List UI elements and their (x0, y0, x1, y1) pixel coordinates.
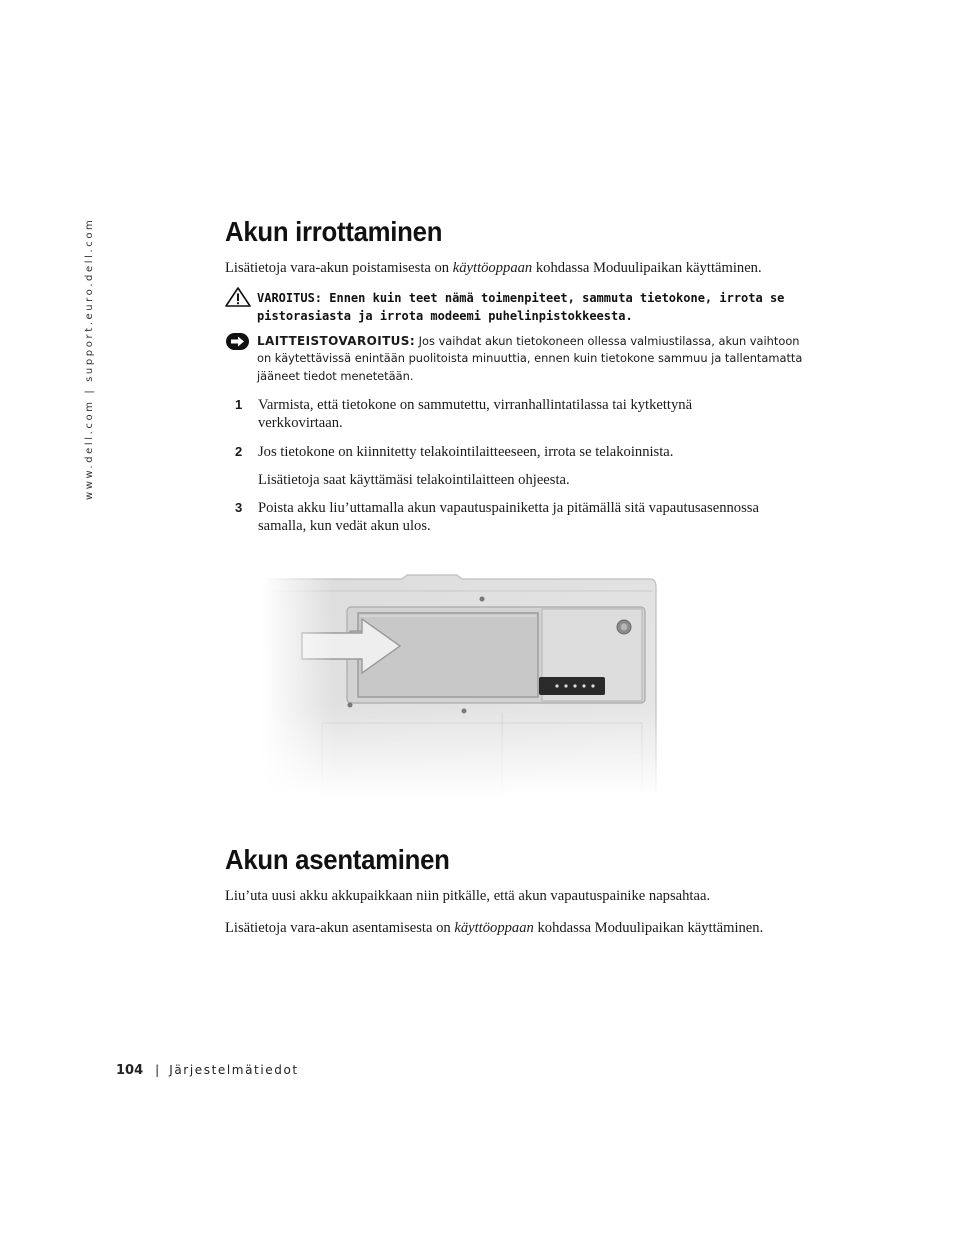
step-text-line: Lisätietoja saat käyttämäsi telakointilaitteen ohjeesta. (258, 472, 570, 488)
install-paragraph-2 (225, 919, 825, 937)
step-number: 2 (235, 444, 243, 459)
warning-line-2: pistorasiasta ja irrota modeemi puhelinpistokkeesta. (257, 309, 633, 323)
intro-paragraph (225, 259, 825, 277)
section-title-remove-battery: Akun irrottaminen (225, 216, 443, 247)
sidebar-url: www.dell.com | support.euro.dell.com (84, 217, 95, 500)
notice-arrow-icon (225, 332, 251, 352)
install-text-before: Lisätietoja vara-akun asentamisesta on (225, 920, 455, 936)
notice-line-1-text: Jos vaihdat akun tietokoneen ollessa valmiustilassa, akun vaihtoon (415, 334, 800, 348)
footer-section-name: Järjestelmätiedot (169, 1063, 299, 1077)
step-text-line: verkkovirtaan. (258, 415, 343, 431)
step-number: 1 (235, 397, 243, 412)
intro-text-before: Lisätietoja vara-akun poistamisesta on (225, 260, 453, 276)
section-title-install-battery: Akun asentaminen (225, 844, 450, 875)
install-paragraph-1: Liu’uta uusi akku akkupaikkaan niin pitkälle, että akun vapautuspainike napsahtaa. (225, 888, 711, 904)
step-text-line: Poista akku liu’uttamalla akun vapautuspainiketta ja pitämällä sitä vapautusasennossa (258, 500, 759, 516)
step-number: 3 (235, 500, 243, 515)
intro-text-after: kohdassa Moduulipaikan käyttäminen. (532, 260, 762, 276)
step-text-line: Jos tietokone on kiinnitetty telakointilaitteeseen, irrota se telakoinnista. (258, 444, 674, 460)
install-text-after: kohdassa Moduulipaikan käyttäminen. (533, 920, 764, 936)
notice-label: LAITTEISTOVAROITUS: (257, 334, 416, 348)
notice-line-1 (257, 333, 817, 351)
battery-removal-illustration (262, 573, 662, 798)
notice-line-2: on käytettävissä enintään puolitoista minuuttia, ennen kuin tietokone sammuu ja tallentamatta (257, 351, 803, 365)
install-text-emph: käyttöoppaan (454, 920, 534, 936)
step-text-line: Varmista, että tietokone on sammutettu, virranhallintatilassa tai kytkettynä (258, 397, 693, 413)
step-text-line: samalla, kun vedät akun ulos. (258, 518, 431, 534)
warning-triangle-icon (225, 287, 251, 307)
intro-text-emph: käyttöoppaan (452, 260, 533, 276)
warning-line-1: VAROITUS: Ennen kuin teet nämä toimenpiteet, sammuta tietokone, irrota se (257, 291, 785, 305)
footer-separator: | (155, 1063, 160, 1077)
page-number: 104 (116, 1063, 144, 1078)
page-footer (116, 1063, 299, 1078)
notice-line-3: jääneet tiedot menetetään. (257, 369, 414, 383)
